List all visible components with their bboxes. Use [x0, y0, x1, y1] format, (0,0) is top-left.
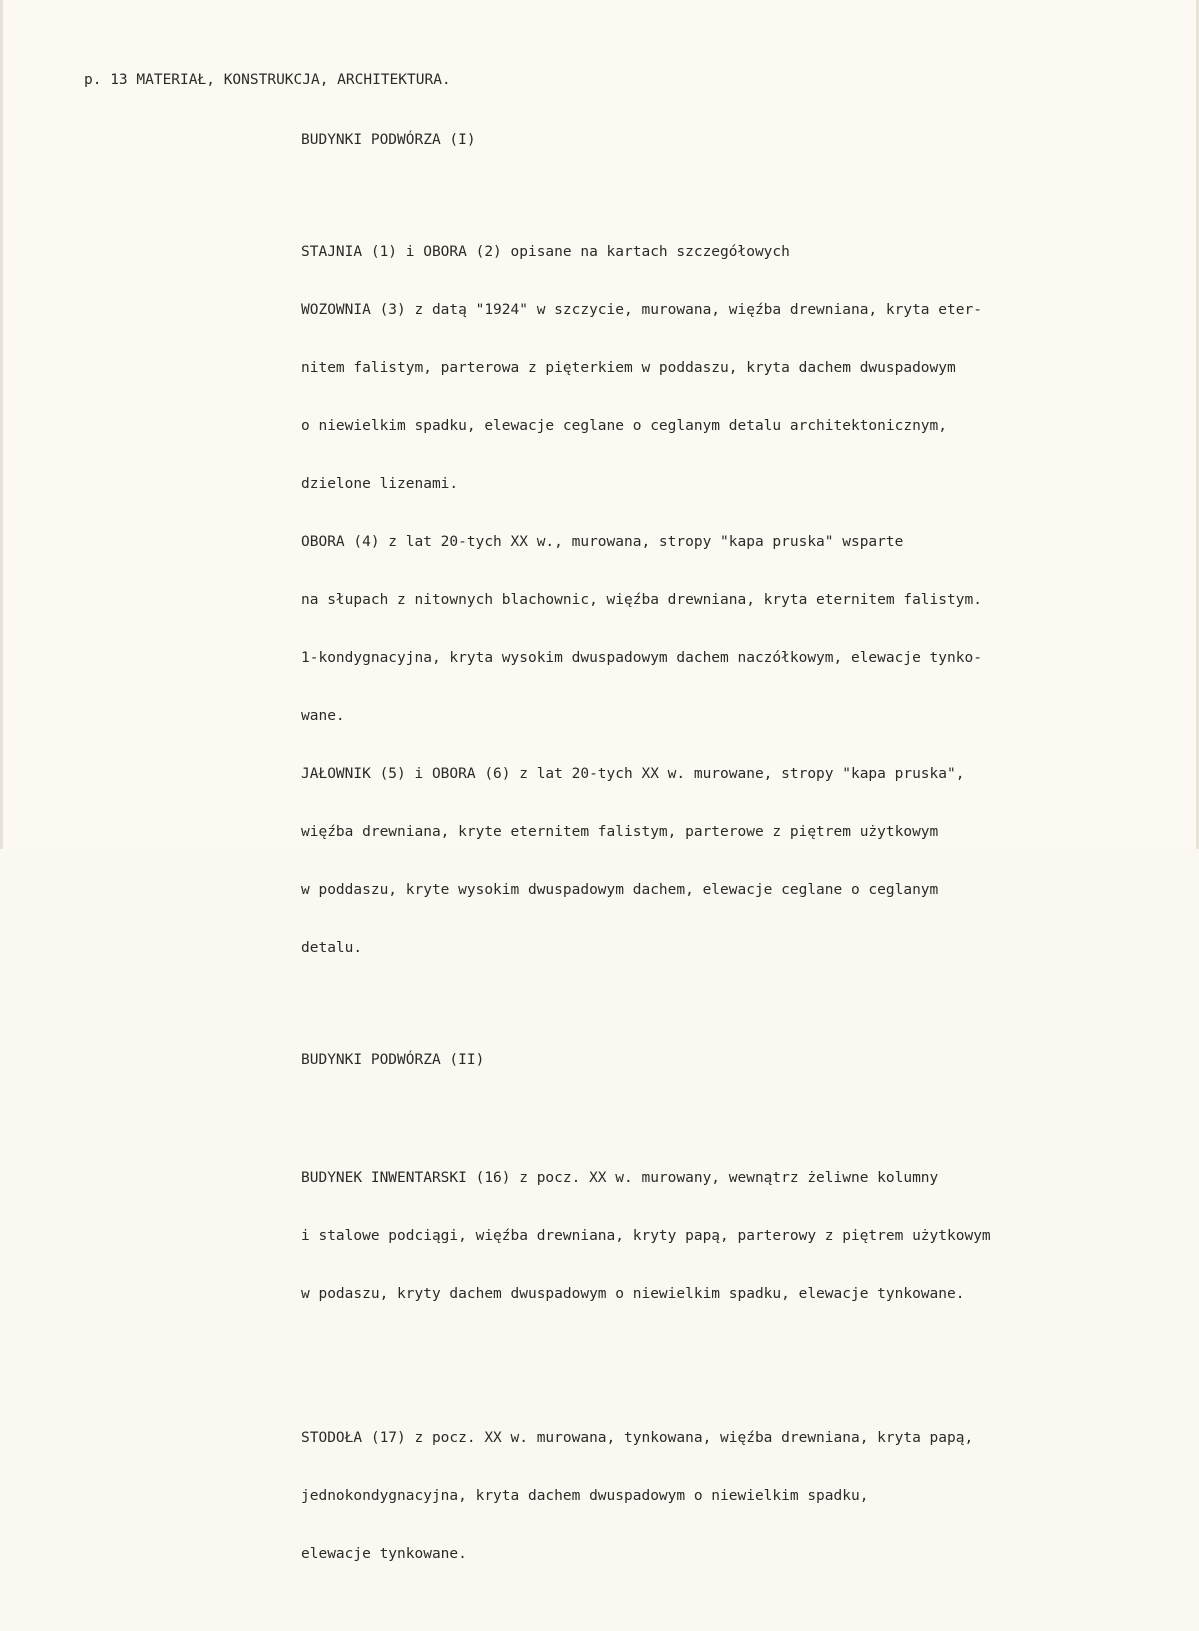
section-heading: BUDYNKI PODWÓRZA (II) — [301, 1052, 485, 1068]
text-line: dzielone lizenami. — [301, 476, 459, 492]
section-heading: BUDYNKI PODWÓRZA (I) — [301, 132, 476, 148]
text-line: i stalowe podciągi, więźba drewniana, kryty papą, parterowy z piętrem użytkowym — [301, 1228, 991, 1244]
text-line: więźba drewniana, kryte eternitem falistym, parterowe z piętrem użytkowym — [301, 824, 939, 840]
document-header — [84, 72, 451, 88]
text-line: w podaszu, kryty dachem dwuspadowym o niewielkim spadku, elewacje tynkowane. — [301, 1286, 965, 1302]
text-line: detalu. — [301, 940, 363, 956]
text-line: 1-kondygnacyjna, kryta wysokim dwuspadowym dachem naczółkowym, elewacje tynko- — [301, 650, 982, 666]
text-line: WOZOWNIA (3) z datą "1924" w szczycie, murowana, więźba drewniana, kryta eter- — [301, 302, 982, 318]
text-line: JAŁOWNIK (5) i OBORA (6) z lat 20-tych XX w. murowane, stropy "kapa pruska", — [301, 766, 965, 782]
section-title: MATERIAŁ, KONSTRUKCJA, ARCHITEKTURA. — [136, 72, 451, 88]
section-paragraph — [301, 1133, 1181, 1339]
text-line: na słupach z nitownych blachownic, więźba drewniana, kryta eternitem falistym. — [301, 592, 982, 608]
section-paragraph — [301, 1393, 1181, 1599]
text-line: jednokondygnacyjna, kryta dachem dwuspadowym o niewielkim spadku, — [301, 1488, 869, 1504]
text-line: BUDYNEK INWENTARSKI (16) z pocz. XX w. murowany, wewnątrz żeliwne kolumny — [301, 1170, 939, 1186]
section-paragraph — [301, 207, 1181, 993]
text-line: o niewielkim spadku, elewacje ceglane o ceglanym detalu architektonicznym, — [301, 418, 948, 434]
text-line: STODOŁA (17) z pocz. XX w. murowana, tynkowana, więźba drewniana, kryta papą, — [301, 1430, 974, 1446]
text-line: elewacje tynkowane. — [301, 1546, 467, 1562]
text-line: wane. — [301, 708, 345, 724]
text-line: w poddaszu, kryte wysokim dwuspadowym dachem, elewacje ceglane o ceglanym — [301, 882, 939, 898]
text-line: nitem falistym, parterowa z pięterkiem w poddaszu, kryta dachem dwuspadowym — [301, 360, 956, 376]
document-body — [301, 95, 1181, 1631]
text-line: STAJNIA (1) i OBORA (2) opisane na kartach szczegółowych — [301, 244, 790, 260]
text-line: OBORA (4) z lat 20-tych XX w., murowana, stropy "kapa pruska" wsparte — [301, 534, 904, 550]
page-reference: p. 13 — [84, 72, 128, 88]
